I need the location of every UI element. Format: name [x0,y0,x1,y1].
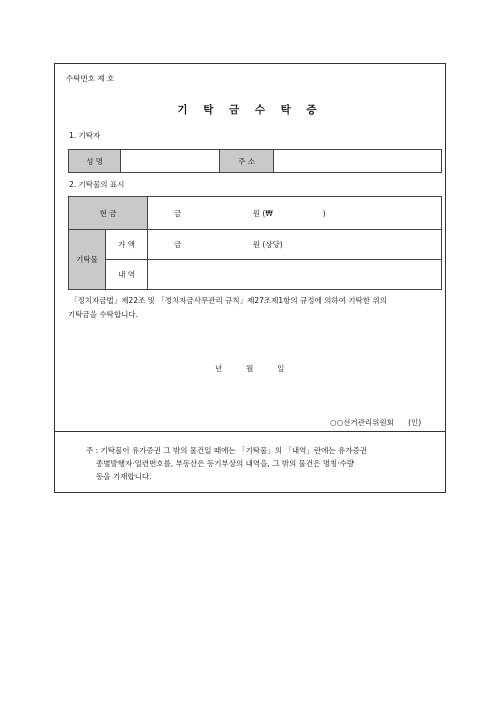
cash-label: 현 금 [69,197,148,230]
goods-label: 기탁물 [69,230,106,290]
date-line: 년 월 일 [215,364,285,373]
section-deposit-heading: 2. 기탁물의 표시 [69,180,125,189]
statement-line-2: 기탁금을 수탁합니다. [68,310,138,319]
statement-line-1: 「정치자금법」제22조 및 「정치자금사무관리 규칙」제27조제1항의 규정에 의하여 기탁한 위의 [70,296,387,305]
name-label: 성 명 [69,150,121,173]
note-line-3: 등을 기재합니다. [96,472,152,481]
issuer-signature: ○○선거관리위원회 (인) [330,418,422,427]
note-divider [54,431,446,432]
price-field[interactable]: 금 원 (상당) [148,230,442,260]
price-label: 가 액 [106,230,148,260]
address-field[interactable] [274,150,442,173]
receipt-number: 수탁번호 제 호 [66,74,115,83]
detail-field[interactable] [148,260,442,290]
depositor-table [68,149,442,173]
page-title: 기 탁 금 수 탁 증 [177,104,323,116]
note-line-2: 종별발행자·일련번호를, 부동산은 등기부상의 내역을, 그 밖의 물건은 명칭·수량 [96,459,355,468]
address-label: 주 소 [220,150,274,173]
name-field[interactable] [121,150,220,173]
cash-field[interactable]: 금 원 (₩ ) [148,197,442,230]
detail-label: 내 역 [106,260,148,290]
deposit-table [68,196,442,290]
section-depositor-heading: 1. 기탁자 [69,131,101,140]
note-line-1: 주 : 기탁물이 유가증권 그 밖의 물건일 때에는 「기탁물」의 「내역」란에는 유가증권 [86,446,367,455]
